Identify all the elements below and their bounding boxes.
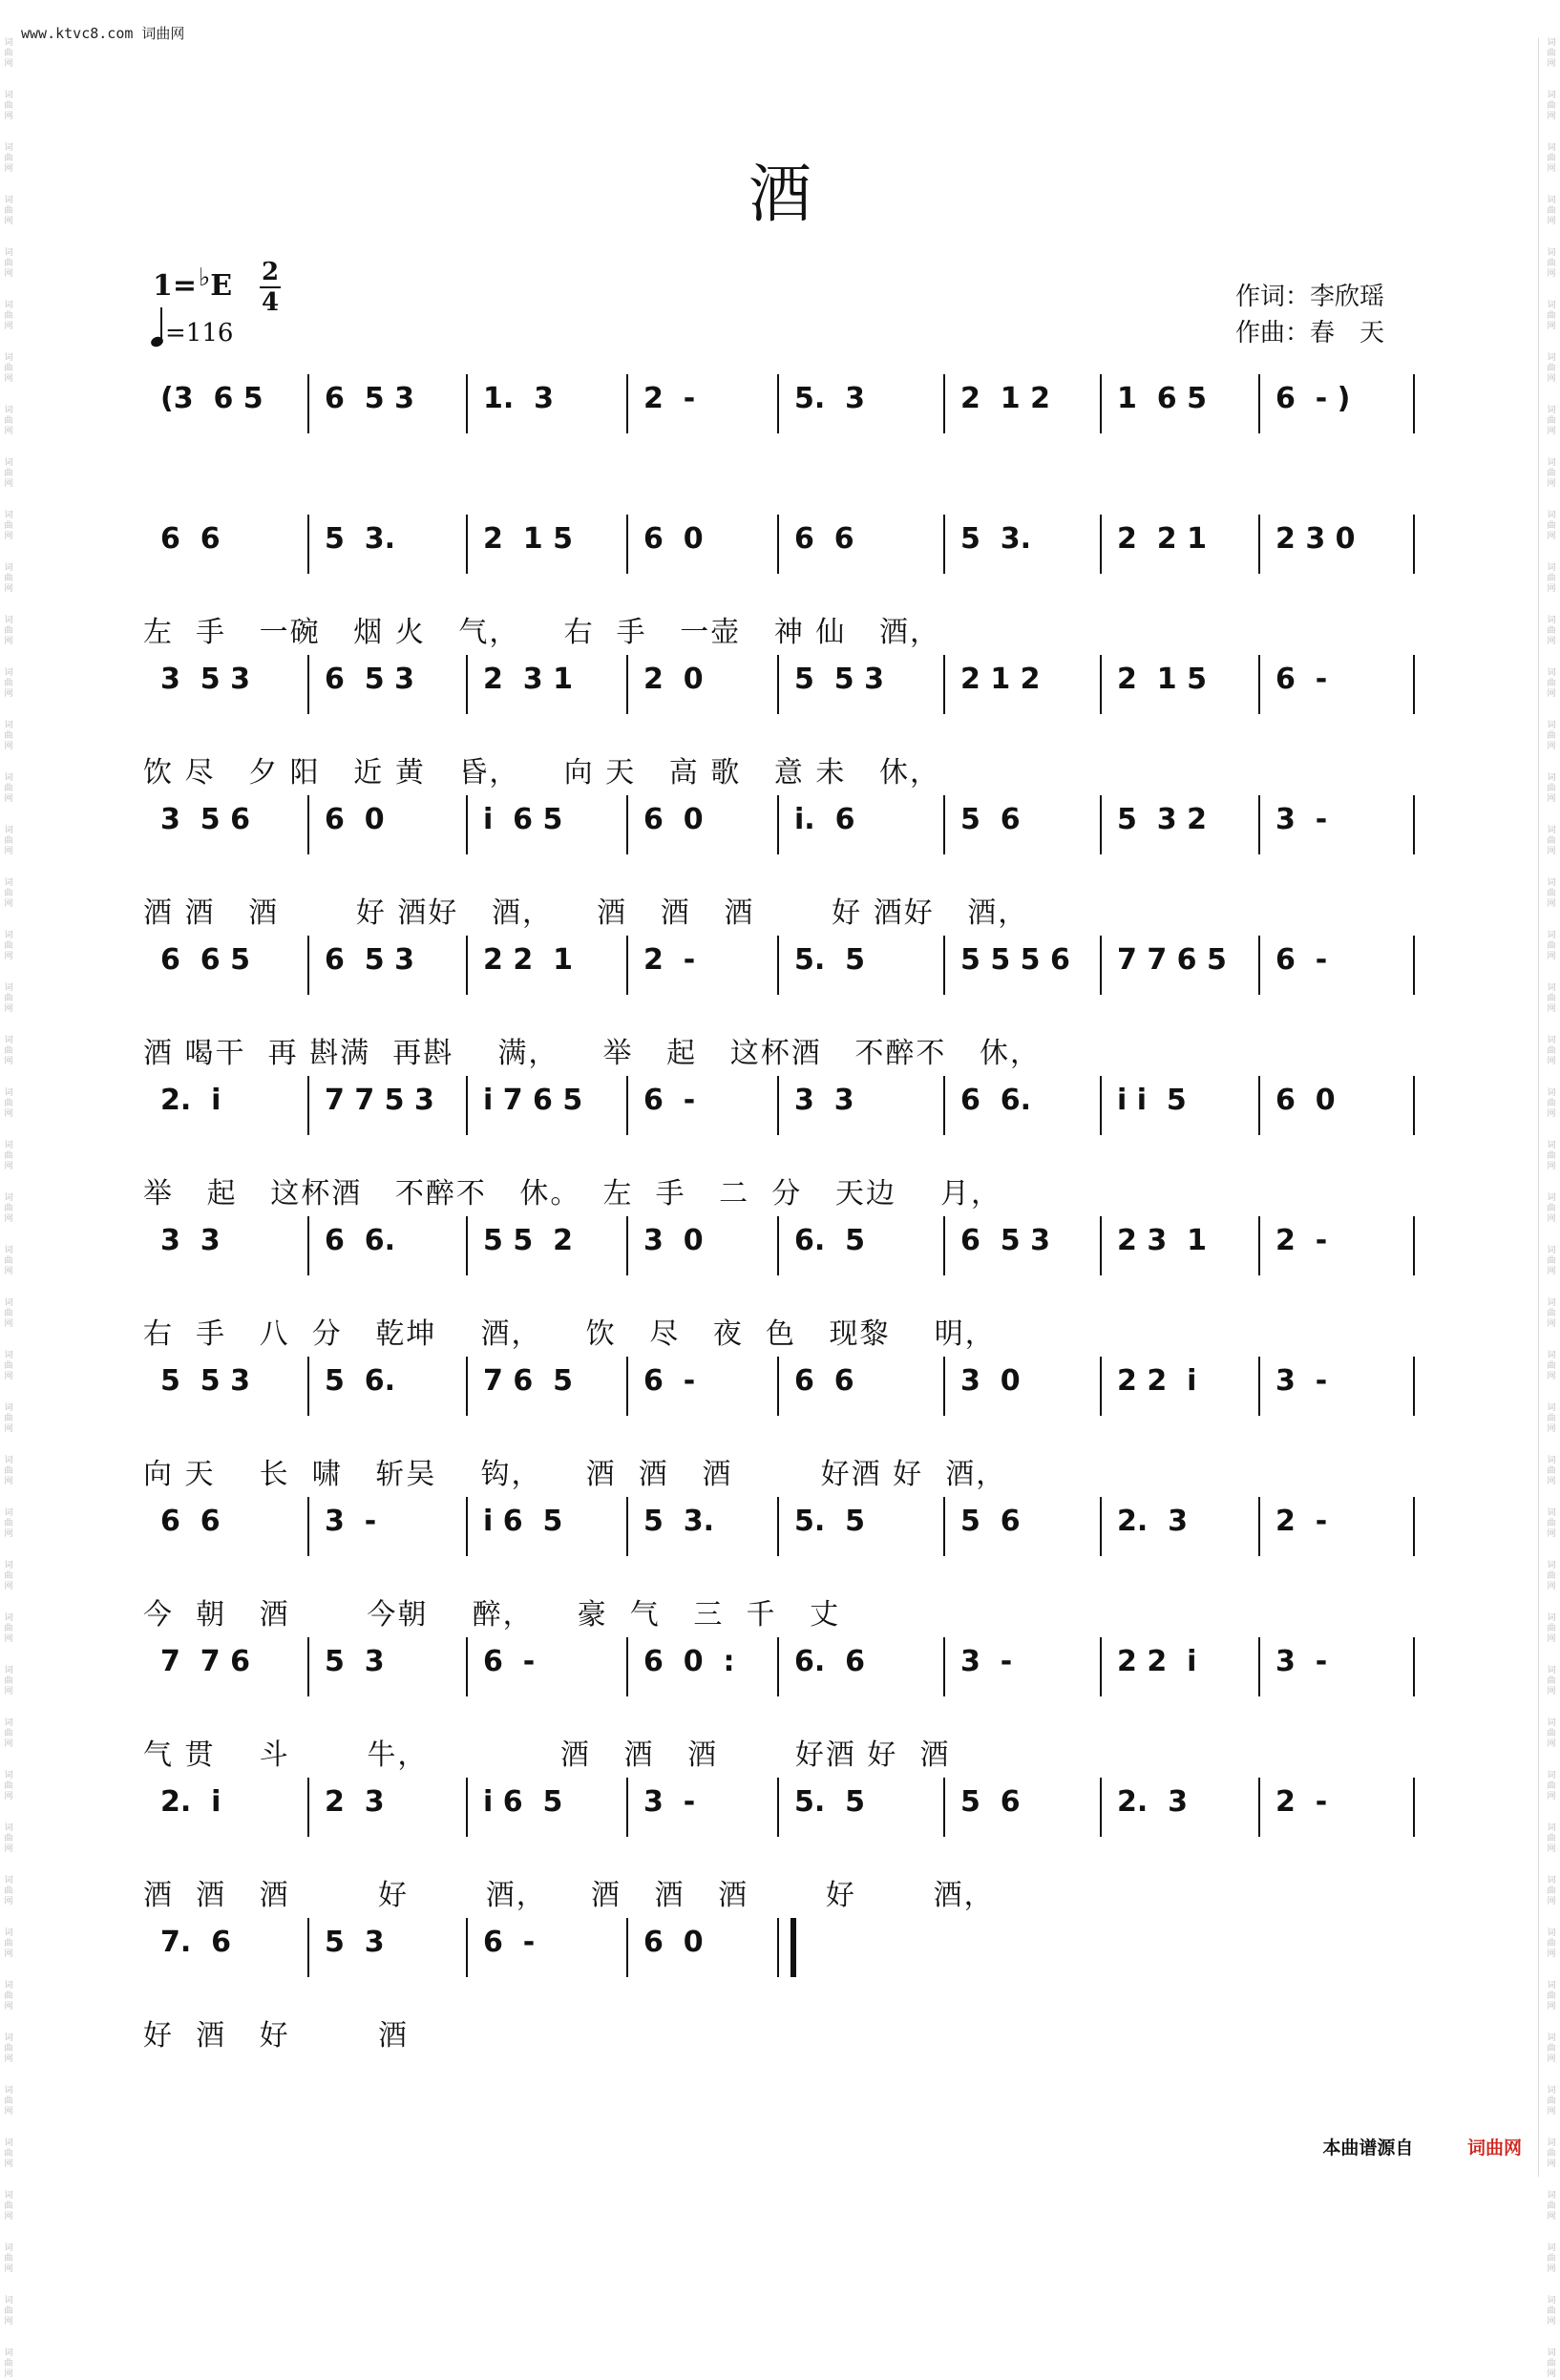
bar-line (777, 1637, 779, 1696)
measure: 2 3 1 (1117, 1224, 1207, 1257)
bar-line (307, 1076, 309, 1135)
bar-line (466, 515, 468, 574)
bar-line (626, 1778, 628, 1837)
bar-line (1258, 1357, 1260, 1416)
score-row (143, 943, 1423, 1086)
measure: i 6 5 (483, 803, 563, 836)
measure: 3 - (960, 1645, 1013, 1678)
bar-line (1100, 655, 1102, 714)
bar-line (777, 1357, 779, 1416)
measure: 6 - (643, 1084, 696, 1117)
measure: 6 6 (794, 1364, 854, 1398)
measure: 6 0 (643, 803, 704, 836)
key-signature: 1=♭E (153, 263, 233, 303)
lyricist: 作词：李欣瑶 (1235, 283, 1385, 311)
measure: 5. 5 (794, 1785, 866, 1819)
side-watermark-right: 词 曲 网 词 曲 网 词 曲 网 词 曲 网 词 曲 网 词 曲 网 词 曲 网 词 曲 网 词 曲 网 词 曲 网 词 曲 网 词 曲 网 词 曲 网 词 曲 网 词 曲 网 词 曲 网 词 曲 网 词 曲 网 词 曲 网 词 曲 网 词 曲 网 词 曲 网 词 曲 网 词 曲 网 词 曲 网 词 曲 网 词 曲 网 词 曲 网 词 曲 网 词 曲 网 词 曲 网 词 曲 网 词 曲 网 词 曲 网 词 曲 网 词 曲 网 词 曲 网 词 曲 网 词 曲 网 词 曲 网 词 曲 网 词 曲 网 词 曲 网 词 曲 网 词 曲 网 (1547, 38, 1556, 2379)
lyric-line: 气 贯 斗 牛， 酒 酒 酒 好酒 好 酒 (143, 1738, 951, 1772)
music-line (143, 382, 1423, 437)
measure: 2 1 5 (1117, 663, 1207, 696)
lyric-line: 好 酒 好 酒 (143, 2019, 409, 2053)
bar-line (1413, 795, 1415, 854)
measure: 6. 6 (794, 1645, 866, 1678)
measure: 3 3 (160, 1224, 221, 1257)
bar-line (626, 1216, 628, 1275)
bar-line (1413, 1216, 1415, 1275)
measure: 6 0 (325, 803, 385, 836)
lyric-line: 举 起 这杯酒 不醉不 休。 左 手 二 分 天边 月， (143, 1177, 1002, 1211)
score-row (143, 382, 1423, 525)
bar-line (1413, 1357, 1415, 1416)
bar-line (1258, 1637, 1260, 1696)
bar-line (943, 1216, 945, 1275)
measure: 5 6. (325, 1364, 396, 1398)
measure: 2 - (643, 943, 696, 977)
bar-line (466, 655, 468, 714)
music-line (143, 522, 1423, 578)
bar-line (307, 655, 309, 714)
bar-line (943, 1778, 945, 1837)
bar-line (466, 1637, 468, 1696)
music-line (143, 1364, 1423, 1420)
measure: 3 - (643, 1785, 696, 1819)
bar-line (307, 1216, 309, 1275)
measure: 2 - (1275, 1785, 1328, 1819)
bar-line (1100, 1778, 1102, 1837)
measure: 2 3 0 (1275, 522, 1356, 556)
bar-line (1100, 1497, 1102, 1556)
measure: 3 0 (643, 1224, 704, 1257)
measure: 5 5 2 (483, 1224, 573, 1257)
measure: 7 7 6 5 (1117, 943, 1227, 977)
measure: i i 5 (1117, 1084, 1187, 1117)
footer (1322, 2134, 1522, 2159)
bar-line (1100, 1216, 1102, 1275)
bar-line (307, 1918, 309, 1977)
footer-brand[interactable]: 词曲网 (1466, 2138, 1522, 2159)
measure: 6 5 3 (960, 1224, 1050, 1257)
bar-line (466, 1216, 468, 1275)
lyric-line: 今 朝 酒 今朝 醉， 豪 气 三 千 丈 (143, 1598, 841, 1632)
measure: 5 3. (325, 522, 396, 556)
measure: 2 1 2 (960, 663, 1041, 696)
measure: 5 3 (325, 1645, 385, 1678)
bar-line (626, 1637, 628, 1696)
measure: 6 0 (643, 1926, 704, 1959)
bar-line (777, 1216, 779, 1275)
score-row (143, 1926, 1423, 2069)
bar-line (626, 1918, 628, 1977)
measure: 6 - (643, 1364, 696, 1398)
score-row (143, 1364, 1423, 1507)
measure: 5 6 (960, 1505, 1021, 1538)
measure: 2. i (160, 1084, 221, 1117)
bar-line (777, 655, 779, 714)
lyric-line: 酒 酒 酒 好 酒， 酒 酒 酒 好 酒， (143, 1879, 995, 1912)
bar-line (466, 936, 468, 995)
final-bar-line (791, 1918, 796, 1977)
bar-line (466, 1076, 468, 1135)
bar-line (1413, 1497, 1415, 1556)
score-row (143, 522, 1423, 665)
score-row (143, 1084, 1423, 1227)
measure: i 6 5 (483, 1505, 563, 1538)
measure: 2 2 i (1117, 1645, 1197, 1678)
bar-line (307, 374, 309, 433)
measure: 7 7 6 (160, 1645, 250, 1678)
measure: i. 6 (794, 803, 855, 836)
bar-line (1258, 1216, 1260, 1275)
measure: 6 5 3 (325, 943, 414, 977)
measure: 2 2 i (1117, 1364, 1197, 1398)
bar-line (626, 1357, 628, 1416)
bar-line (466, 1778, 468, 1837)
bar-line (626, 515, 628, 574)
bar-line (1100, 515, 1102, 574)
bar-line (466, 795, 468, 854)
site-url[interactable]: www.ktvc8.com 词曲网 (21, 25, 185, 42)
bar-line (943, 1076, 945, 1135)
measure: 6 5 3 (325, 663, 414, 696)
measure: 2 1 5 (483, 522, 573, 556)
music-line (143, 943, 1423, 999)
bar-line (1100, 795, 1102, 854)
bar-line (307, 936, 309, 995)
measure: 2 1 2 (960, 382, 1050, 415)
bar-line (307, 515, 309, 574)
music-line (143, 663, 1423, 718)
measure: 6 0 : (643, 1645, 735, 1678)
bar-line (777, 795, 779, 854)
bar-line (466, 1497, 468, 1556)
measure: 1. 3 (483, 382, 555, 415)
lyric-line: 右 手 八 分 乾坤 酒， 饮 尽 夜 色 现黎 明， (143, 1317, 996, 1351)
measure: 6. 5 (794, 1224, 866, 1257)
bar-line (1258, 1497, 1260, 1556)
bar-line (1413, 936, 1415, 995)
bar-line (626, 795, 628, 854)
bar-line (1258, 1076, 1260, 1135)
side-watermark-left: 词 曲 网 词 曲 网 词 曲 网 词 曲 网 词 曲 网 词 曲 网 词 曲 网 词 曲 网 词 曲 网 词 曲 网 词 曲 网 词 曲 网 词 曲 网 词 曲 网 词 曲 网 词 曲 网 词 曲 网 词 曲 网 词 曲 网 词 曲 网 词 曲 网 词 曲 网 词 曲 网 词 曲 网 词 曲 网 词 曲 网 词 曲 网 词 曲 网 词 曲 网 词 曲 网 词 曲 网 词 曲 网 词 曲 网 词 曲 网 词 曲 网 词 曲 网 词 曲 网 词 曲 网 词 曲 网 词 曲 网 词 曲 网 词 曲 网 词 曲 网 词 曲 网 词 曲 网 (4, 38, 13, 2379)
measure: 6 6 (794, 522, 854, 556)
measure: 2 3 (325, 1785, 385, 1819)
footer-source: 本曲谱源自 (1322, 2138, 1414, 2159)
measure: 6 6 5 (160, 943, 250, 977)
measure: 7 7 5 3 (325, 1084, 434, 1117)
measure: 2 - (1275, 1224, 1328, 1257)
bar-line (1413, 1076, 1415, 1135)
measure: 2 3 1 (483, 663, 573, 696)
measure: 1 6 5 (1117, 382, 1207, 415)
bar-line (943, 655, 945, 714)
bar-line (466, 1357, 468, 1416)
measure: 5. 3 (794, 382, 866, 415)
bar-line (777, 1497, 779, 1556)
right-rule (1538, 38, 1539, 2177)
bar-line (943, 936, 945, 995)
measure: 6 - (1275, 943, 1328, 977)
time-signature-top: 2 (261, 258, 280, 286)
measure: 5. 5 (794, 1505, 866, 1538)
measure: 2 - (1275, 1505, 1328, 1538)
music-line (143, 803, 1423, 858)
measure: 3 - (1275, 1364, 1328, 1398)
measure: 6 6 (160, 1505, 221, 1538)
bar-line (466, 1918, 468, 1977)
bar-line (626, 1076, 628, 1135)
bar-line (1413, 1637, 1415, 1696)
bar-line (943, 374, 945, 433)
measure: 7. 6 (160, 1926, 232, 1959)
measure: 2. 3 (1117, 1785, 1189, 1819)
score-row (143, 1645, 1423, 1788)
time-signature-bottom: 4 (261, 288, 280, 317)
music-line (143, 1505, 1423, 1560)
measure: 7 6 5 (483, 1364, 573, 1398)
flat-sign: ♭ (199, 263, 211, 292)
measure: 2. i (160, 1785, 221, 1819)
measure: 3 5 3 (160, 663, 250, 696)
bar-line (1258, 655, 1260, 714)
song-title: 酒 (748, 158, 812, 231)
time-signature (258, 258, 283, 317)
bar-line (1258, 1778, 1260, 1837)
measure: 5 6 (960, 1785, 1021, 1819)
bar-line (626, 655, 628, 714)
bar-line (1258, 515, 1260, 574)
bar-line (1413, 374, 1415, 433)
measure: 2 2 1 (483, 943, 573, 977)
measure: 5 3. (960, 522, 1032, 556)
measure: 5 5 3 (160, 1364, 250, 1398)
score-row (143, 803, 1423, 946)
tempo-marking: =116 (151, 315, 233, 348)
measure: 6 - ) (1275, 382, 1351, 415)
measure: 5 3. (643, 1505, 715, 1538)
measure: 2 2 1 (1117, 522, 1207, 556)
score-row (143, 1224, 1423, 1367)
bar-line (1100, 1076, 1102, 1135)
measure: i 6 5 (483, 1785, 563, 1819)
lyric-line: 酒 喝干 再 斟满 再斟 满， 举 起 这杯酒 不醉不 休， (143, 1037, 1041, 1070)
measure: 6 6 (160, 522, 221, 556)
measure: 6 0 (1275, 1084, 1336, 1117)
measure: 6 - (483, 1645, 536, 1678)
bar-line (777, 374, 779, 433)
bar-line (1413, 1778, 1415, 1837)
lyric-line: 左 手 一碗 烟 火 气， 右 手 一壶 神 仙 酒， (143, 616, 941, 649)
music-line (143, 1084, 1423, 1139)
bar-line (943, 515, 945, 574)
bar-line (307, 1497, 309, 1556)
composer: 作曲：春 天 (1235, 319, 1385, 348)
measure: 5 5 3 (794, 663, 884, 696)
measure: 6 - (483, 1926, 536, 1959)
lyric-line: 饮 尽 夕 阳 近 黄 昏， 向 天 高 歌 意 未 休， (143, 756, 941, 790)
bar-line (307, 1778, 309, 1837)
bar-line (1100, 374, 1102, 433)
score-row (143, 663, 1423, 806)
measure: 3 - (1275, 1645, 1328, 1678)
lyric-line: 向 天 长 啸 斩吴 钩， 酒 酒 酒 好酒 好 酒， (143, 1458, 1007, 1491)
measure: 3 3 (794, 1084, 854, 1117)
measure: 5 3 2 (1117, 803, 1207, 836)
measure: 6 - (1275, 663, 1328, 696)
measure: 3 5 6 (160, 803, 250, 836)
measure: 2 - (643, 382, 696, 415)
music-line (143, 1785, 1423, 1841)
bar-line (626, 374, 628, 433)
bar-line (466, 374, 468, 433)
measure: 3 - (325, 1505, 377, 1538)
measure: 6 0 (643, 522, 704, 556)
bar-line (1258, 936, 1260, 995)
bar-line (943, 1497, 945, 1556)
measure: 3 - (1275, 803, 1328, 836)
music-line (143, 1224, 1423, 1279)
bar-line (1413, 515, 1415, 574)
bar-line (1100, 1637, 1102, 1696)
bar-line (943, 1357, 945, 1416)
bar-line (943, 1637, 945, 1696)
credits (1235, 279, 1384, 351)
score-row (143, 1785, 1423, 1928)
bar-line (626, 936, 628, 995)
bar-line (777, 1076, 779, 1135)
measure: 3 0 (960, 1364, 1021, 1398)
bar-line (1100, 1357, 1102, 1416)
measure: 6 6. (325, 1224, 396, 1257)
bar-line (307, 1637, 309, 1696)
measure: 6 5 3 (325, 382, 414, 415)
bar-line (307, 1357, 309, 1416)
bar-line (1100, 936, 1102, 995)
bar-line (307, 795, 309, 854)
measure: i 7 6 5 (483, 1084, 583, 1117)
bar-line (777, 515, 779, 574)
music-line (143, 1645, 1423, 1700)
bar-line (1258, 795, 1260, 854)
measure: 2 0 (643, 663, 704, 696)
measure: 5 3 (325, 1926, 385, 1959)
measure: 5. 5 (794, 943, 866, 977)
bar-line (626, 1497, 628, 1556)
measure: 5 5 5 6 (960, 943, 1070, 977)
bar-line (777, 1778, 779, 1837)
measure: 2. 3 (1117, 1505, 1189, 1538)
bar-line (1413, 655, 1415, 714)
measure: (3 6 5 (160, 382, 264, 415)
measure: 5 6 (960, 803, 1021, 836)
music-line (143, 1926, 1423, 1981)
lyric-line: 酒 酒 酒 好 酒好 酒， 酒 酒 酒 好 酒好 酒， (143, 896, 1029, 930)
bar-line (777, 936, 779, 995)
bar-line (943, 795, 945, 854)
bar-line (1258, 374, 1260, 433)
score-row (143, 1505, 1423, 1648)
bar-line (777, 1918, 779, 1977)
measure: 6 6. (960, 1084, 1032, 1117)
